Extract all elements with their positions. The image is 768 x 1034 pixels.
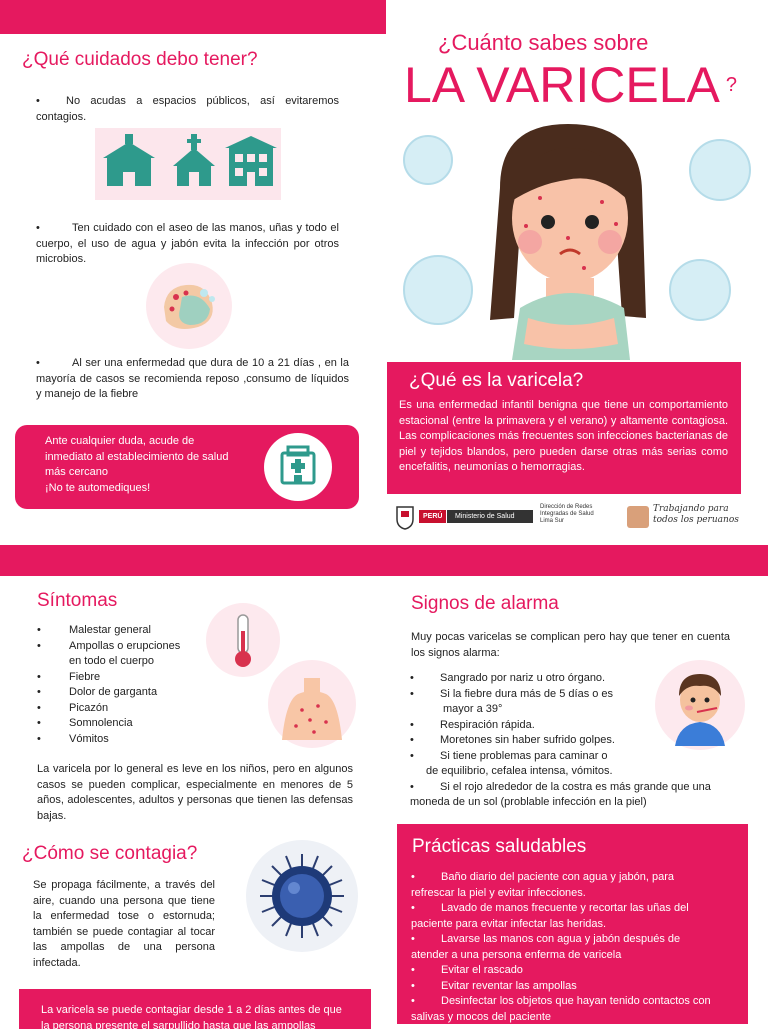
- peru-shield-icon: [395, 505, 415, 531]
- care-bullet-1: • No acudas a espacios públicos, así evitaremos contagios.: [36, 94, 339, 125]
- virus-illustration: [246, 840, 358, 952]
- practice-line: • Evitar el rascado: [411, 963, 729, 979]
- alert-line: inmediato al establecimiento de salud: [45, 450, 228, 466]
- alarm-item: de equilibrio, cefalea intensa, vómitos.: [410, 764, 740, 780]
- care-bullet-3: • Al ser una enfermedad que dura de 10 a 21 días , en la mayoría de casos se recomienda reposo ,consumo de líquidos y manejo de la fiebre: [36, 356, 349, 403]
- alarm-item: • Respiración rápida.: [410, 718, 740, 734]
- contagion-heading: ¿Cómo se contagia?: [22, 843, 197, 865]
- alert-line: ¡No te automediques!: [45, 481, 228, 497]
- symptom-item: • Fiebre: [37, 670, 237, 686]
- rash-back-illustration: [268, 660, 356, 748]
- contagion-period-box: [19, 989, 371, 1029]
- sick-boy-illustration: [655, 660, 745, 750]
- alarm-item: • Si tiene problemas para caminar o: [410, 749, 740, 765]
- symptom-item: • Dolor de garganta: [37, 685, 237, 701]
- direction-label: Dirección de Redes Integradas de Salud Lima Sur: [540, 504, 594, 525]
- bullet-dot: •: [36, 221, 72, 237]
- child-photo: [627, 506, 649, 528]
- care-bullet-2: • Ten cuidado con el aseo de las manos, uñas y todo el cuerpo, el uso de agua y jabón evita la infección por otros microbios.: [36, 221, 339, 268]
- hospital-icon: [264, 433, 332, 501]
- title-question-mark: ?: [726, 74, 737, 96]
- cover-title: LA VARICELA ?: [404, 56, 737, 114]
- alarm-item: moneda de un sol (problable infección en la piel): [410, 795, 740, 811]
- alarm-item: • Si el rojo alrededor de la costra es más grande que una: [410, 780, 740, 796]
- top-banner-left: [0, 0, 386, 34]
- symptom-item: • Ampollas o erupciones: [37, 639, 237, 655]
- girl-with-viruses-illustration: [390, 118, 760, 360]
- what-is-text: Es una enfermedad infantil benigna que tiene un comportamiento estacional (entre la primavera y el verano) y altamente contagiosa. Las complicaciones más frecuentes son infecciones bacterianas de piel y tejidos blandos, pero pueden darse otras más serias como encefalitis, neumonías o hemorragias.: [399, 398, 728, 476]
- alarm-heading: Signos de alarma: [411, 593, 559, 615]
- period-line: la persona presente el sarpullido hasta que las ampollas: [41, 1019, 342, 1034]
- practice-line: • Evitar reventar las ampollas: [411, 979, 729, 995]
- handwash-illustration: [146, 263, 232, 349]
- practice-line: • Baño diario del paciente con agua y jabón, para: [411, 870, 729, 886]
- symptom-item: • Somnolencia: [37, 716, 237, 732]
- alarm-item: mayor a 39°: [410, 702, 740, 718]
- alarm-item: • Si la fiebre dura más de 5 días o es: [410, 687, 740, 703]
- period-line: La varicela se puede contagiar desde 1 a 2 días antes de que: [41, 1003, 342, 1019]
- practice-line: • Lavado de manos frecuente y recortar las uñas del: [411, 901, 729, 917]
- practice-line: • Lavarse las manos con agua y jabón después de: [411, 932, 729, 948]
- practice-line: atender a una persona enferma de varicela: [411, 948, 729, 964]
- symptoms-paragraph: La varicela por lo general es leve en los niños, pero en algunos casos se pueden complicar, especialmente en menores de 5 años, adolescentes, adultos y personas que tienen las defensas bajas.: [37, 762, 353, 824]
- symptom-item: • Vómitos: [37, 732, 237, 748]
- alarm-item: • Moretones sin haber sufrido golpes.: [410, 733, 740, 749]
- bullet-dot: •: [36, 94, 66, 110]
- bullet-dot: •: [36, 356, 72, 372]
- symptom-item: en todo el cuerpo: [37, 654, 237, 670]
- middle-banner: [0, 545, 768, 576]
- ministry-label: Ministerio de Salud: [447, 510, 533, 523]
- alert-line: más cercano: [45, 465, 228, 481]
- alert-line: Ante cualquier duda, acude de: [45, 434, 228, 450]
- practice-line: refrescar la piel y evitar infecciones.: [411, 886, 729, 902]
- practice-line: paciente para evitar infectar las heridas.: [411, 917, 729, 933]
- cover-subtitle: ¿Cuánto sabes sobre: [438, 30, 648, 56]
- what-is-heading: ¿Qué es la varicela?: [409, 370, 583, 392]
- symptom-item: • Picazón: [37, 701, 237, 717]
- peru-label: PERÚ: [419, 510, 446, 523]
- practices-heading: Prácticas saludables: [412, 836, 586, 858]
- care-heading: ¿Qué cuidados debo tener?: [22, 49, 258, 71]
- what-is-box: [387, 362, 741, 494]
- public-places-illustration: [95, 128, 281, 200]
- healthy-practices-box: [397, 824, 748, 1024]
- symptoms-heading: Síntomas: [37, 590, 117, 612]
- contagion-paragraph: Se propaga fácilmente, a través del aire, cuando una persona que tiene la enfermedad tose o estornuda; también se puede contagiar al tocar las ampollas de una persona infectada.: [33, 878, 215, 971]
- footer-logos: [395, 502, 745, 534]
- slogan: Trabajando para todos los peruanos: [653, 504, 739, 526]
- alarm-item: • Sangrado por nariz u otro órgano.: [410, 671, 740, 687]
- practice-line: • Desinfectar los objetos que hayan tenido contactos con: [411, 994, 729, 1010]
- alarm-intro: Muy pocas varicelas se complican pero hay que tener en cuenta los signos alarma:: [411, 630, 730, 661]
- practice-line: salivas y mocos del paciente: [411, 1010, 729, 1026]
- symptom-item: • Malestar general: [37, 623, 237, 639]
- doubt-alert-box: [15, 425, 359, 509]
